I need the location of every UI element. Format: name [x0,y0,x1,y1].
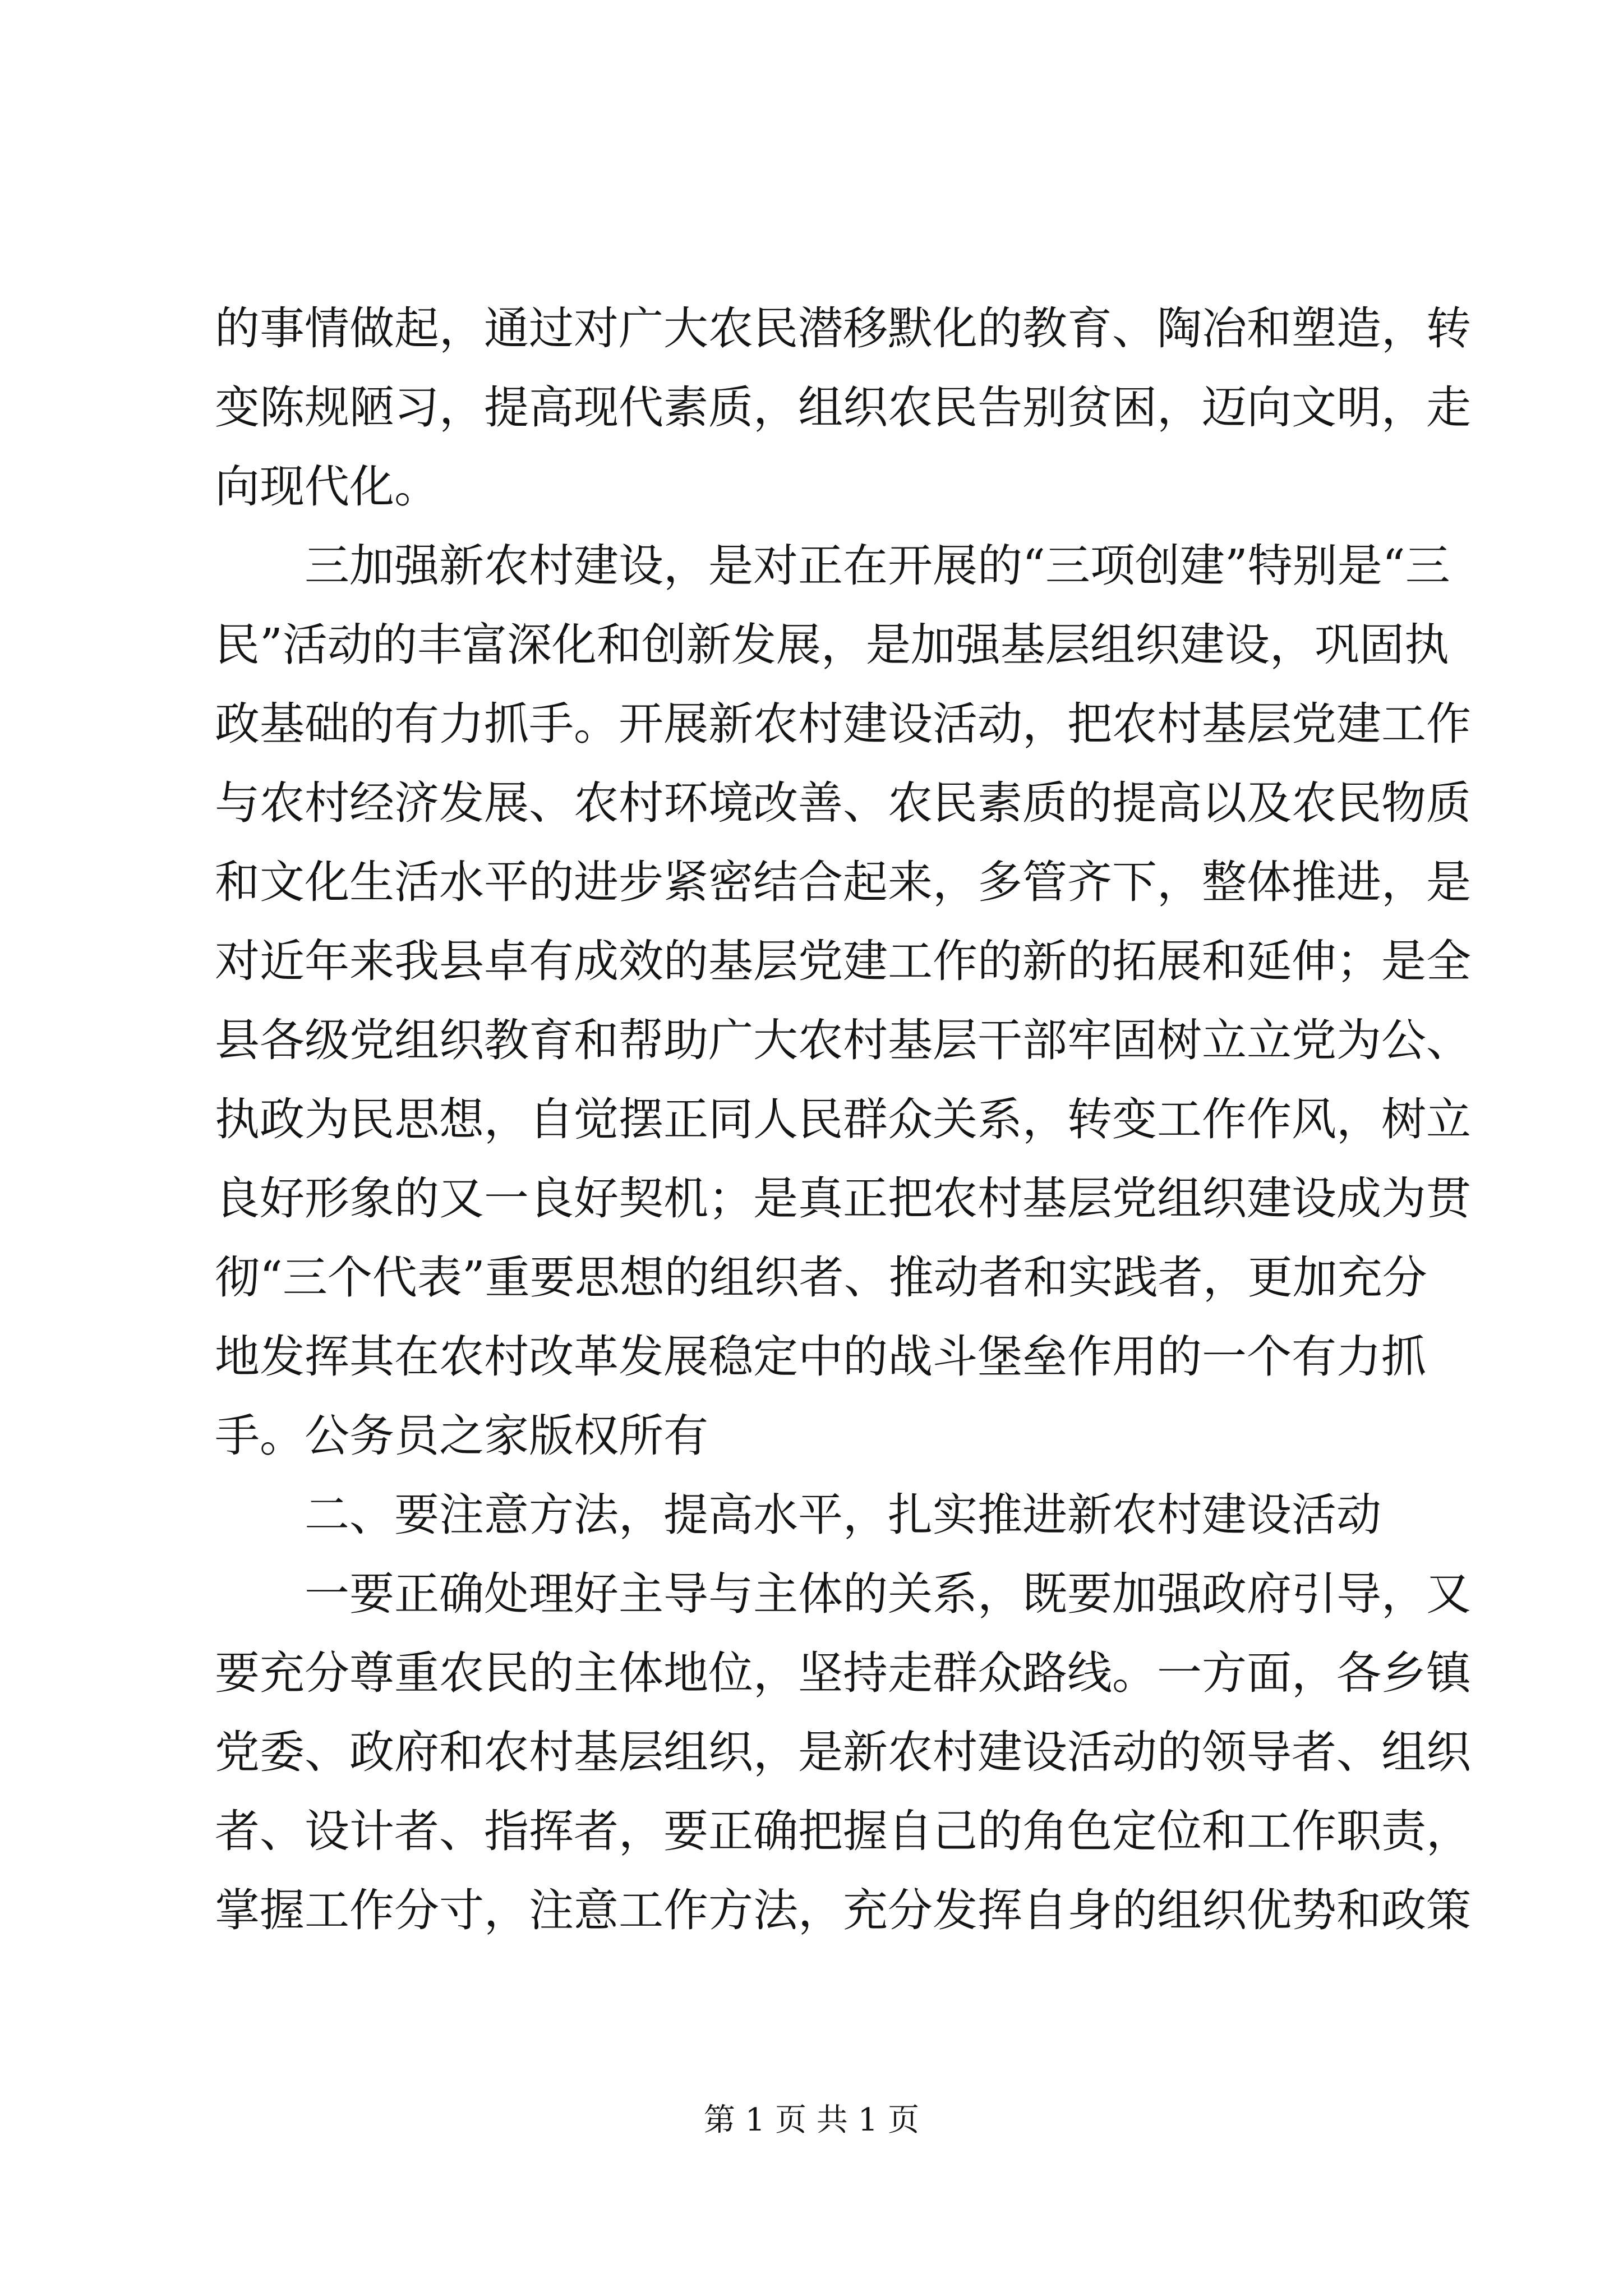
paragraph-line: 地发挥其在农村改革发展稳定中的战斗堡垒作用的一个有力抓 [215,1331,1426,1383]
paragraph-line: 县各级党组织教育和帮助广大农村基层干部牢固树立立党为公、 [215,1014,1471,1066]
paragraph [215,1475,1415,1554]
paragraph-line: 者、设计者、指挥者，要正确把握自己的角色定位和工作职责， [215,1805,1471,1857]
paragraph-line: 与农村经济发展、农村环境改善、农民素质的提高以及农民物质 [215,777,1471,829]
paragraph [215,1554,1471,1950]
paragraph-line: 变陈规陋习，提高现代素质，组织农民告别贫困，迈向文明，走 [215,381,1471,434]
paragraph-line: 党委、政府和农村基层组织，是新农村建设活动的领导者、组织 [215,1726,1471,1778]
paragraph-line: 对近年来我县卓有成效的基层党建工作的新的拓展和延伸；是全 [215,935,1471,987]
paragraph [215,526,1471,1475]
paragraph-line: 三加强新农村建设，是对正在开展的“三项创建”特别是“三 [305,540,1450,592]
paragraph-line: 和文化生活水平的进步紧密结合起来，多管齐下，整体推进，是 [215,856,1471,908]
paragraph-line: 彻“三个代表”重要思想的组织者、推动者和实践者，更加充分 [215,1251,1427,1304]
paragraph-line: 一要正确处理好主导与主体的关系，既要加强政府引导，又 [305,1568,1471,1620]
paragraph-line: 执政为民思想，自觉摆正同人民群众关系，转变工作作风，树立 [215,1093,1471,1145]
paragraph [215,289,1471,526]
paragraph-line: 的事情做起，通过对广大农民潜移默化的教育、陶冶和塑造，转 [215,302,1471,355]
paragraph-line: 向现代化。 [215,461,439,513]
paragraph-line: 手。公务员之家版权所有 [215,1410,708,1462]
paragraph-line: 要充分尊重农民的主体地位，坚持走群众路线。一方面，各乡镇 [215,1647,1471,1699]
paragraph-line: 良好形象的又一良好契机；是真正把农村基层党组织建设成为贯 [215,1172,1471,1225]
paragraph-line: 政基础的有力抓手。开展新农村建设活动，把农村基层党建工作 [215,698,1471,750]
paragraph-line: 掌握工作分寸，注意工作方法，充分发挥自身的组织优势和政策 [215,1884,1471,1936]
page-footer: 第 1 页 共 1 页 [703,2102,920,2138]
paragraph-line: 二、要注意方法，提高水平，扎实推进新农村建设活动 [305,1489,1381,1541]
document-body [215,289,1471,1950]
paragraph-line: 民”活动的丰富深化和创新发展，是加强基层组织建设，巩固执 [215,619,1449,671]
